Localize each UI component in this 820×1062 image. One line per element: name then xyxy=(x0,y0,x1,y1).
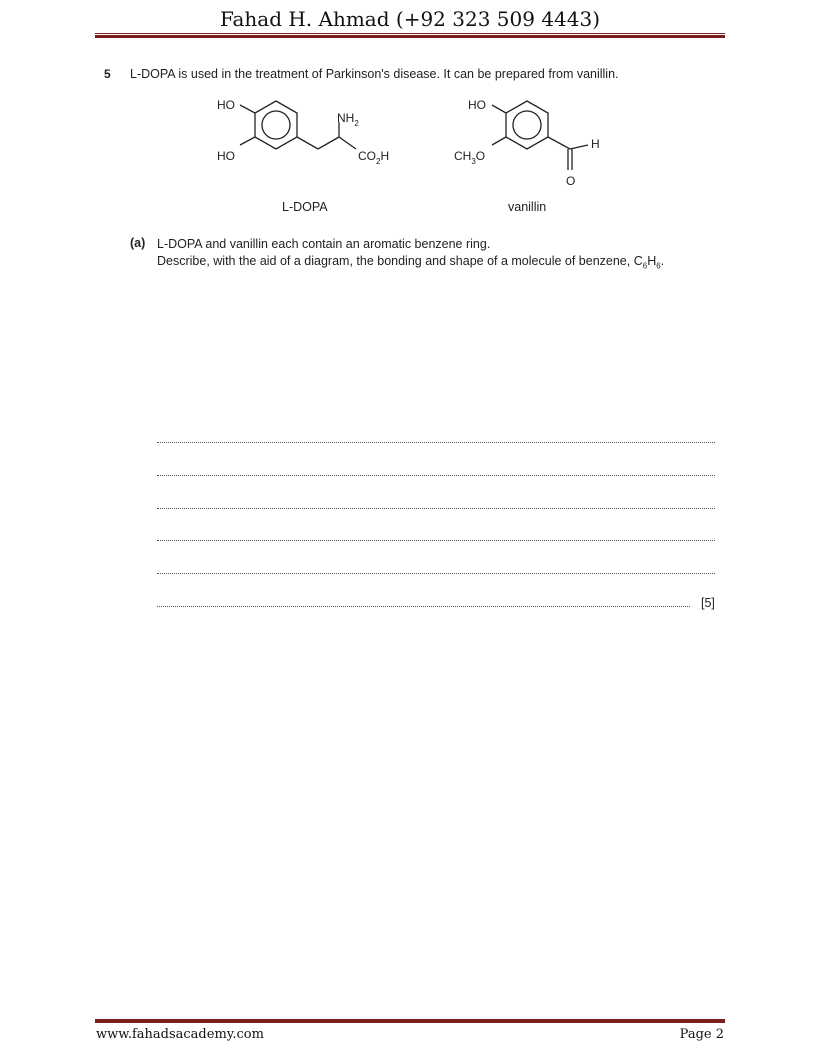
answer-line[interactable] xyxy=(157,442,715,443)
part-a-label: (a) xyxy=(130,236,146,250)
footer-website: www.fahadsacademy.com xyxy=(96,1027,264,1042)
ldopa-structure xyxy=(240,101,356,149)
vanillin-label: vanillin xyxy=(508,200,547,214)
ldopa-label: L-DOPA xyxy=(282,200,328,214)
ldopa-nh2: $NH_2$ xyxy=(337,111,359,128)
marks-label: [5] xyxy=(701,596,715,610)
vanillin-o: O xyxy=(566,174,576,188)
question-number: 5 xyxy=(104,67,111,81)
header-rule xyxy=(95,33,725,38)
answer-line[interactable] xyxy=(157,540,715,541)
vanillin-ch3o: $CH_3O$ xyxy=(454,149,486,166)
answer-line[interactable] xyxy=(157,508,715,509)
question-stem: L-DOPA is used in the treatment of Parkinson's disease. It can be prepared from vanillin. xyxy=(130,67,619,81)
vanillin-ho-top: HO xyxy=(468,98,486,112)
page-header-title: Fahad H. Ahmad (+92 323 509 4443) xyxy=(219,7,601,31)
vanillin-h: H xyxy=(591,137,600,151)
structures-figure xyxy=(200,92,620,192)
answer-line[interactable] xyxy=(157,475,715,476)
ldopa-ho-top: HO xyxy=(217,98,235,112)
footer-rule xyxy=(95,1018,725,1023)
part-a-text xyxy=(157,236,664,275)
ldopa-ho-bottom: HO xyxy=(217,149,235,163)
part-a-line1: L-DOPA and vanillin each contain an aromatic benzene ring. xyxy=(157,237,491,251)
footer-page-number: Page 2 xyxy=(679,1027,724,1042)
answer-line[interactable] xyxy=(157,573,715,574)
ldopa-co2h: $CO_2H$ xyxy=(358,149,390,166)
answer-line[interactable] xyxy=(157,606,690,607)
vanillin-structure xyxy=(492,101,588,170)
part-a-line2: Describe, with the aid of a diagram, the bonding and shape of a molecule of benzene, $C_6H_6$. xyxy=(157,254,665,271)
